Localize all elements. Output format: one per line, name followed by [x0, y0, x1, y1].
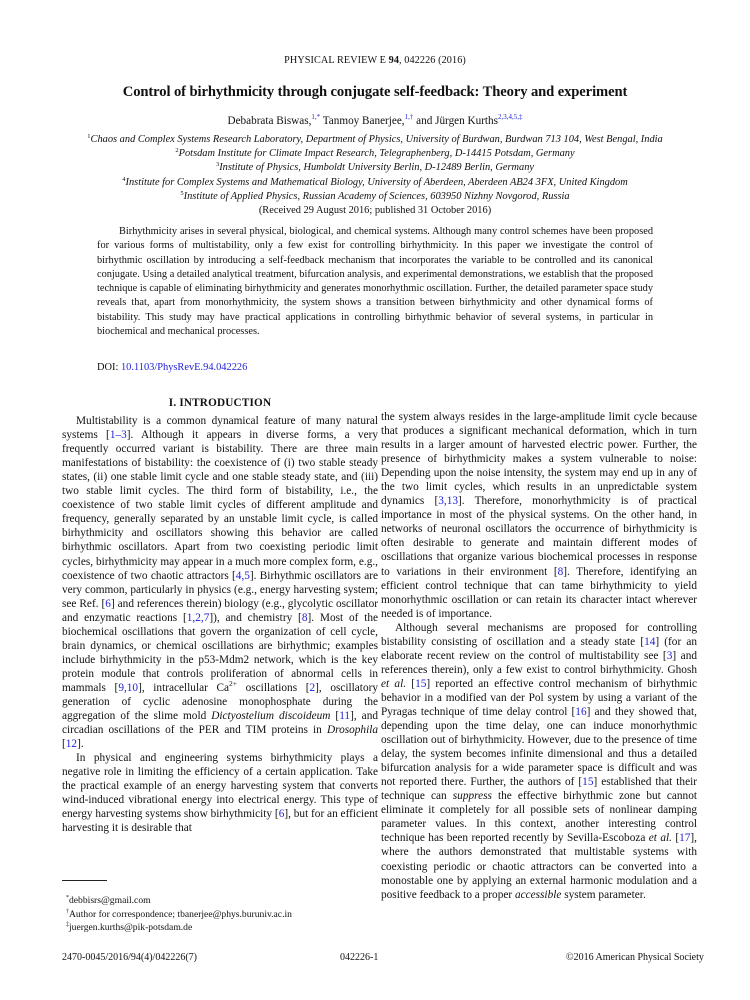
- affiliation-number: 3: [215, 161, 220, 169]
- author-name: and Jürgen Kurths: [416, 115, 498, 127]
- footnote-mark: ‡: [66, 922, 69, 929]
- citation-link[interactable]: 9,10: [118, 681, 139, 694]
- citation-link[interactable]: 3: [666, 649, 673, 662]
- running-head: [0, 55, 750, 66]
- copyright: ©2016 American Physical Society: [566, 952, 704, 963]
- affiliation-number: 1: [87, 133, 91, 140]
- citation-link[interactable]: 14: [644, 635, 656, 648]
- doi-link[interactable]: 10.1103/PhysRevE.94.042226: [120, 362, 248, 373]
- citation-link[interactable]: 3,13: [438, 495, 459, 508]
- footnote: [66, 921, 292, 935]
- footnote-email[interactable]: debbisrs@gmail.com: [69, 895, 151, 906]
- footnote: [66, 908, 292, 922]
- paragraph: Although several mechanisms are proposed for controlling bistability consisting of oscillation and a steady state [14] (for an elaborate recent review on the control of multistability see [3] and references therein), only a few exist to control birhythmicity. Ghosh et al. [15] reported an effective control mechanism of birhythmic behavior in a modified van der Pol system by using a variant of the Pyragas technique of time delay control [16] and they showed that, depending upon the time delay, one can induce monorhythmic oscillation out of birhythmicity. However, due to the presence of time delay, the system becomes infinite dimensional and thus a detailed bifurcation analysis for a wide parameter space is difficult and was not reported there. Further, the authors of [15] established that their technique can suppress the effective birhythmic zone but cannot eliminate it completely for all possible sets of nonlinear damping parameter values. In this context, another interesting control technique has been reported recently by Sevilla-Escoboza et al. [17], where the authors demonstrated that multistable systems with coexisting periodic or chaotic attractors can be converted into a monostable one by applying an external harmonic modulation and a positive feedback to a proper accessible system parameter.: [381, 621, 697, 901]
- article-info: , 042226 (2016): [399, 55, 466, 66]
- citation-link[interactable]: 15: [582, 776, 594, 789]
- citation-link[interactable]: 6: [105, 597, 111, 610]
- footnote-mark: *: [66, 895, 69, 901]
- author-affiliation-marks[interactable]: 1,*: [311, 113, 321, 121]
- affiliation-text: Institute of Applied Physics, Russian Academy of Sciences, 603950 Nizhny Novgorod, Russia: [183, 190, 570, 202]
- author-name: Debabrata Biswas,: [227, 115, 312, 127]
- footnote-text[interactable]: Author for correspondence; tbanerjee@phys.buruniv.ac.in: [69, 908, 292, 920]
- footnotes: [66, 894, 292, 935]
- citation-link[interactable]: 16: [575, 705, 587, 718]
- affiliation-number: 4: [122, 175, 126, 183]
- paragraph: In physical and engineering systems birhythmicity plays a negative role in limiting the efficiency of a certain application. Take the practical example of an energy harvesting system that converts wind-induced vibrational energy into electrical energy. This type of energy harvesting systems show birhythmicity [6], but for an efficient harvesting it is desirable that: [62, 752, 378, 835]
- citation-link[interactable]: 1,2,7: [186, 611, 210, 624]
- doi-line: [97, 362, 247, 373]
- citation-link[interactable]: 4,5: [235, 569, 250, 582]
- right-column: [381, 410, 697, 902]
- footnote-mark: †: [66, 908, 69, 915]
- affiliation-text: Potsdam Institute for Climate Impact Research, Telegraphenberg, D-14415 Potsdam, Germany: [178, 148, 575, 160]
- citation-link[interactable]: 2: [309, 681, 316, 694]
- received-dates: (Received 29 August 2016; published 31 October 2016): [258, 205, 492, 217]
- citation-link[interactable]: 6: [278, 808, 285, 821]
- author-name: Tanmoy Banerjee,: [322, 115, 405, 127]
- affiliation-text: Chaos and Complex Systems Research Laboratory, Department of Physics, University of Burdwan, Burdwan 713 104, West Bengal, India: [90, 134, 663, 145]
- footnote-divider: [62, 880, 107, 881]
- citation-link[interactable]: 17: [679, 832, 691, 845]
- paragraph: the system always resides in the large-amplitude limit cycle because that produces a significant mechanical deformation, which in turn results in a larger amount of harvested electric power. Further, the presence of birhythmicity makes a system vulnerable to noise: Depending upon the noise intensity, the system may end up in any of the two limit cycles, which results in an unpredictable system dynamics [3,13]. Therefore, monorhythmicity is of practical importance in most of the physical systems. On the other hand, in networks of neuronal oscillators the occurrence of birhythmicity is often desirable to generate and maintain different modes of oscillations that organize various biochemical processes in response to variations in their environment [8]. Therefore, identifying an efficient control technique that can tame birhythmicity to yield monorhythmic oscillation or can retain its character intact wherever needed is of importance.: [381, 411, 697, 620]
- citation-link[interactable]: 8: [301, 611, 308, 624]
- affiliation-text: Institute for Complex Systems and Mathematical Biology, University of Aberdeen, Aberdeen AB24 3FX, United Kingdom: [125, 176, 628, 188]
- section-heading: I. INTRODUCTION: [168, 397, 272, 409]
- footnote-email[interactable]: juergen.kurths@pik-potsdam.de: [69, 922, 193, 934]
- left-column: [62, 396, 378, 835]
- citation-link[interactable]: 11: [339, 710, 351, 723]
- page-number: 042226-1: [340, 952, 379, 963]
- affiliation-number: 5: [180, 189, 184, 197]
- journal-name: PHYSICAL REVIEW E: [284, 55, 386, 66]
- affiliation-text: Institute of Physics, Humboldt University Berlin, D-12489 Berlin, Germany: [219, 162, 535, 174]
- issn-code: 2470-0045/2016/94(4)/042226(7): [62, 952, 197, 963]
- affiliation: [0, 190, 750, 204]
- journal-volume: 94: [388, 55, 400, 66]
- doi-label: DOI:: [97, 362, 121, 373]
- affiliation: [0, 147, 750, 161]
- author-affiliation-marks[interactable]: 2,3,4,5,‡: [497, 113, 523, 121]
- author-list: [0, 115, 750, 127]
- affiliation: [0, 176, 750, 190]
- paragraph: Multistability is a common dynamical feature of many natural systems [1–3]. Although it appears in diverse forms, a very frequently occurred variant is bistability. There are three main manifestations of bistability: the coexistence of (i) two stable steady states, (ii) one stable limit cycle and one stable steady state, and (iii) two stable limit cycles. The third form of bistability, i.e., the coexistence of two stable limit cycles of different amplitude and frequency, generally separated by an unstable limit cycle, is called birhythmicity and oscillators showing this behavior are called birhythmic oscillators. Apart from two coexisting periodic limit cycles, birhythmicity may appear in a much more complex form, e.g., coexistence of two chaotic attractors [4,5]. Birhythmic oscillators are very common, particularly in physics (e.g., energy harvesting system; see Ref. [6] and references therein) biology (e.g., glycolytic oscillator and enzymatic reactions [1,2,7]), and chemistry [8]. Most of the biochemical oscillations that govern the organization of cell cycle, brain dynamics, or chemical oscillations are birhythmic; examples include birhythmicity in the p53-Mdm2 network, which is the key protein module that controls proliferation of abnormal cells in mammals [9,10], intracellular $Ca^{2+}$ oscillations [2], oscillatory generation of cyclic adenosine monophosphate during the aggregation of the slime mold Dictyostelium discoideum [11], and circadian oscillations of the PER and TIM proteins in Drosophila [12].: [62, 415, 379, 751]
- affiliations: [0, 133, 750, 218]
- abstract: Birhythmicity arises in several physical, biological, and chemical systems. Although many control schemes have been proposed for various forms of multistability, only a few exist for controlling birhythmicity. In this paper we investigate the control of birhythmic oscillation by introducing a self-feedback mechanism that incorporates the variable to be controlled and its canonical conjugate. Using a detailed analytical treatment, bifurcation analysis, and experimental demonstrations, we establish that the proposed technique is capable of eliminating birhythmicity and generates monorhythmic oscillation. Further, the detailed parameter space study reveals that, apart from monorhythmicity, the system shows a transition between birhythmicity and other dynamical forms of bistability. This study may have practical applications in controlling birhythmic behavior of several systems, in particular in biochemical and mechanical processes.: [97, 226, 653, 337]
- citation-link[interactable]: 15: [415, 677, 427, 690]
- citation-link[interactable]: 12: [65, 738, 78, 751]
- citation-link[interactable]: 1–3: [109, 429, 127, 442]
- citation-link[interactable]: 8: [557, 565, 564, 578]
- paper-title: Control of birhythmicity through conjugate self-feedback: Theory and experiment: [122, 84, 628, 100]
- affiliation: [0, 133, 750, 147]
- affiliation: [0, 161, 750, 175]
- footnote: [66, 894, 292, 908]
- affiliation-number: 2: [175, 147, 179, 155]
- author-affiliation-marks[interactable]: 1,†: [404, 113, 414, 121]
